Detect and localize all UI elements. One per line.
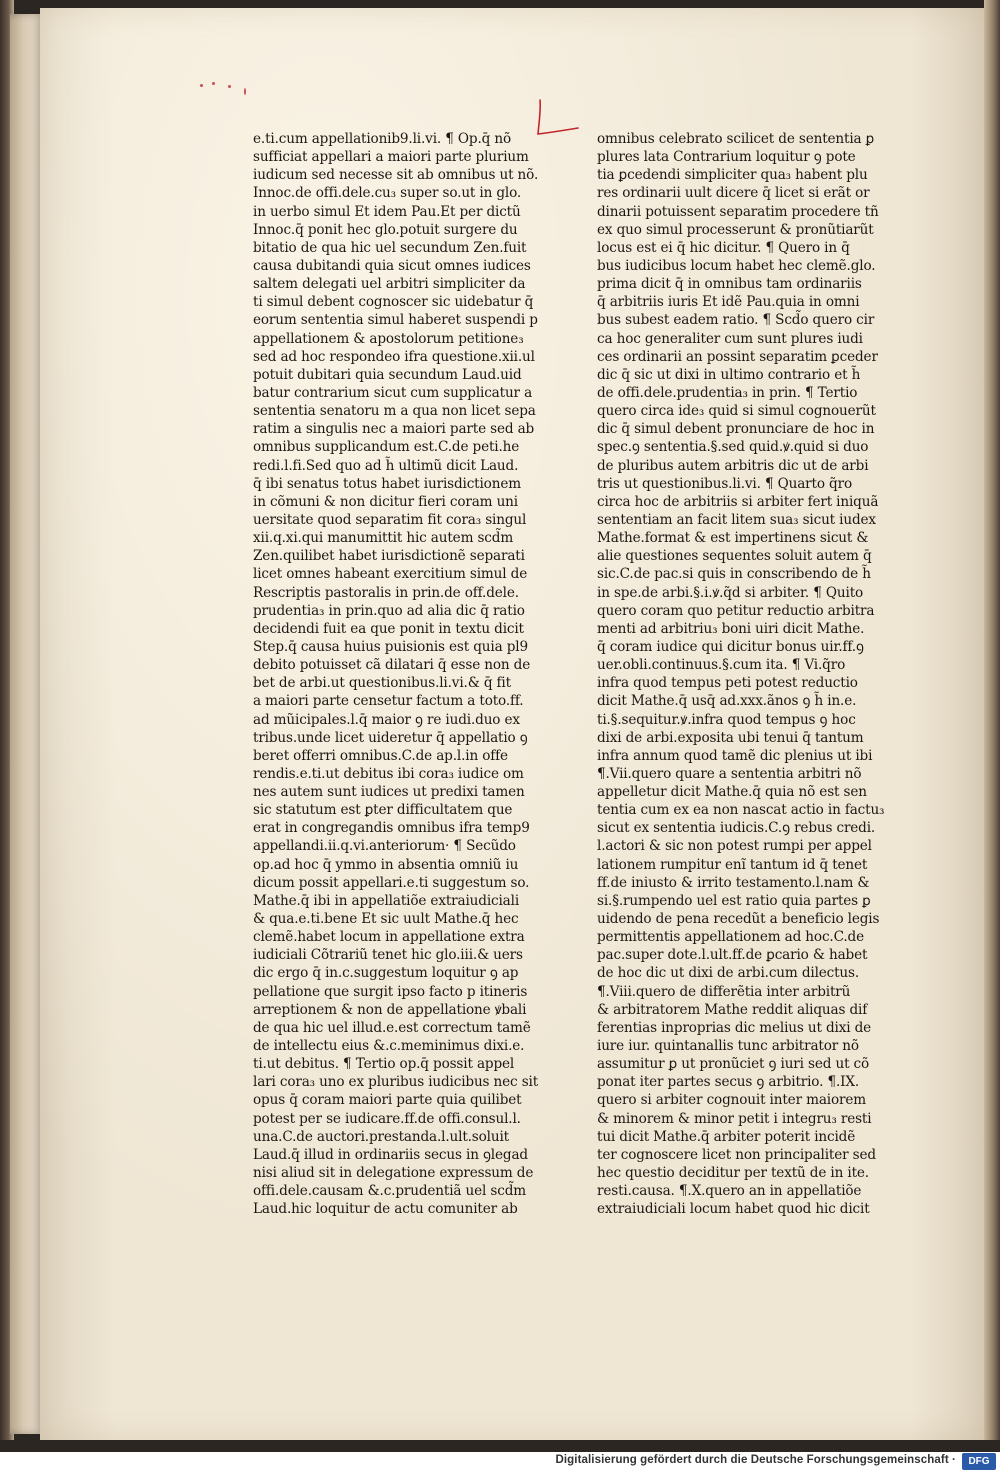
text-line: tribus.unde licet uideretur q̄ appellatio ꝯ bbox=[253, 729, 528, 746]
text-line: q̄ arbitriis iuris Et idẽ Pau.quia in omni bbox=[597, 294, 860, 311]
text-line: quero coram quo petitur reductio arbitra bbox=[597, 602, 875, 619]
text-line: Innoc.de offi.dele.cu₃ super so.ut in glo. bbox=[253, 185, 522, 202]
left-page-edge bbox=[10, 14, 44, 1434]
footer-credit: Digitalisierung gefördert durch die Deutsche Forschungsgemeinschaft · bbox=[555, 1454, 956, 1466]
text-line: dic ergo q̄ in.c.suggestum loquitur ꝯ ap bbox=[253, 965, 519, 982]
text-line: bus subest eadem ratio. ¶ Scd̃o quero cir bbox=[597, 312, 875, 329]
text-line: plures lata Contrarium loquitur ꝯ pote bbox=[597, 149, 856, 166]
text-line: & qua.e.ti.bene Et sic uult Mathe.q̄ hec bbox=[253, 911, 519, 928]
text-line: ¶.Vii.quero quare a sententia arbitri nõ bbox=[597, 765, 862, 782]
text-line: ex quo simul processerunt & pronũtiarũt bbox=[597, 221, 874, 238]
text-line: in spe.de arbi.§.i.ꝟ.q̃d si arbiter. ¶ Quito bbox=[597, 584, 864, 601]
text-line: offi.dele.causam &.c.prudentiã uel scd̃m bbox=[253, 1183, 526, 1200]
text-line: Innoc.q̄ ponit hec glo.potuit surgere du bbox=[253, 221, 518, 238]
text-line: & minorem & minor petit i integru₃ resti bbox=[597, 1110, 872, 1127]
text-line: de hoc dic ut dixi de arbi.cum dilectus. bbox=[597, 965, 860, 982]
text-line: in cõmuni & non dicitur fieri coram uni bbox=[253, 493, 518, 510]
text-line: nisi aliud sit in delegatione expressum de bbox=[253, 1165, 534, 1182]
dfg-logo: DFG bbox=[962, 1453, 996, 1470]
text-line: res ordinarii uult dicere q̄ licet si erãt or bbox=[597, 185, 870, 202]
text-line: ces ordinarii an possint separatim ꝑceder bbox=[597, 348, 878, 365]
text-line: hec questio deciditur per textũ de in ite. bbox=[597, 1165, 869, 1182]
text-line: arreptionem & non de appellatione ꝟbali bbox=[253, 1001, 527, 1018]
text-line: potuit dubitari quia secundum Laud.uid bbox=[253, 366, 522, 383]
text-line: bus iudicibus locum habet hec clemẽ.glo. bbox=[597, 257, 876, 274]
text-line: saltem delegati uel arbitri simpliciter da bbox=[253, 276, 526, 293]
text-line: opus q̄ coram maiori parte quia quilibet bbox=[253, 1092, 522, 1109]
text-line: causa dubitandi quia sicut omnes iudices bbox=[253, 257, 531, 274]
text-line: q̄ coram iudice qui dicitur bonus uir.ff.ꝯ bbox=[597, 638, 864, 655]
text-line: e.ti.cum appellationib9.li.vi. ¶ Op.q̄ nõ bbox=[253, 131, 511, 147]
text-line: Mathe.format & est impertinens sicut & bbox=[597, 530, 869, 547]
text-line: potest per se iudicare.ff.de offi.consul.l. bbox=[253, 1110, 521, 1127]
text-line: xii.q.xi.qui manumittit hic autem scd̃m bbox=[253, 530, 514, 547]
text-line: dic q̄ simul debent pronunciare de hoc in bbox=[597, 421, 875, 438]
text-line: iudicum sed necesse sit ab omnibus ut nõ. bbox=[253, 167, 539, 184]
text-line: ponat iter partes secus ꝯ arbitrio. ¶.IX. bbox=[597, 1074, 860, 1091]
text-line: ti.ut debitus. ¶ Tertio op.q̄ possit appel bbox=[253, 1056, 515, 1073]
text-line: ti.§.sequitur.ꝟ.infra quod tempus ꝯ hoc bbox=[597, 711, 856, 728]
text-line: nes autem sunt iudices ut predixi tamen bbox=[253, 784, 525, 801]
text-line: a maiori parte censetur factum a toto.ff. bbox=[253, 693, 524, 710]
text-line: bet de arbi.ut questionibus.li.vi.& q̄ fit bbox=[253, 675, 511, 692]
text-line: locus est ei q̄ hic dicitur. ¶ Quero in q̄ bbox=[597, 239, 850, 256]
text-line: debito potuisset cã dilatari q̄ esse non de bbox=[253, 657, 531, 674]
text-line: ti simul debent cognoscer sic uidebatur q̄ bbox=[253, 294, 534, 311]
text-line: de intellectu eius &.c.meminimus dixi.e. bbox=[253, 1038, 525, 1055]
text-line: dicit Mathe.q̄ usq̄ ad.xxx.ãnos ꝯ h̃ in.e. bbox=[597, 693, 857, 710]
text-line: in uerbo simul Et idem Pau.Et per dictũ bbox=[253, 203, 521, 220]
text-line: prima dicit q̄ in omnibus tam ordinariis bbox=[597, 276, 862, 293]
text-line: assumitur ꝑ ut pronũciet ꝯ iuri sed ut cõ bbox=[597, 1056, 870, 1073]
text-line: sententiam an facit litem sua₃ sicut iudex bbox=[597, 511, 876, 528]
text-line: eorum sententia simul haberet suspendi p bbox=[253, 312, 538, 329]
text-line: pellatione que surgit ipso facto p itineris bbox=[253, 983, 528, 1000]
text-line: quero circa ide₃ quid si simul cognouerũt bbox=[597, 403, 876, 420]
text-line: op.ad hoc q̄ ymmo in absentia omniũ iu bbox=[253, 856, 519, 873]
text-line: uersitate quod separatim fit cora₃ singul bbox=[253, 511, 527, 528]
text-line: dic q̄ sic ut dixi in ultimo contrario et h̃ bbox=[597, 366, 861, 383]
text-line: uer.obli.continuus.§.cum ita. ¶ Vi.q̃ro bbox=[597, 657, 846, 674]
text-line: sic statutum est ꝑter difficultatem que bbox=[253, 802, 513, 819]
text-line: l.actori & sic non potest rumpi per appel bbox=[597, 838, 872, 855]
text-line: ¶.Viii.quero de differẽtia inter arbitrũ bbox=[597, 983, 851, 1000]
text-line: appellandi.ii.q.vi.anteriorum· ¶ Secũdo bbox=[253, 838, 516, 855]
text-line: Mathe.q̄ ibi in appellatiõe extraiudiciali bbox=[253, 892, 520, 909]
text-line: iudiciali Cõtrariũ tenet hic glo.iii.& uers bbox=[253, 947, 523, 964]
text-line: Step.q̄ causa huius puisionis est quia pl9 bbox=[253, 638, 528, 655]
text-line: omnibus supplicandum est.C.de peti.he bbox=[253, 439, 520, 456]
text-line: circa hoc de arbitriis si arbiter fert iniquã bbox=[597, 493, 879, 510]
text-line: ff.de iniusto & irrito testamento.l.nam & bbox=[597, 874, 870, 891]
text-line: si.§.rumpendo uel est ratio quia partes ꝑ bbox=[597, 892, 871, 909]
right-text-column bbox=[597, 130, 885, 1218]
text-line: sic.C.de pac.si quis in conscribendo de h̃ bbox=[597, 566, 871, 583]
text-line: infra annum quod tamẽ dic plenius ut ibi bbox=[597, 747, 873, 764]
text-line: sufficiat appellari a maiori parte plurium bbox=[253, 149, 529, 166]
text-line: ca hoc generaliter cum sunt plures iudi bbox=[597, 330, 863, 347]
text-line: appellationem & apostolorum petitione₃ bbox=[253, 330, 524, 347]
text-line: pac.super dote.l.ult.ff.de ꝑcario & habet bbox=[597, 947, 868, 964]
footer-bar bbox=[0, 1452, 1000, 1472]
text-line: q̄ ibi senatus totus habet iurisdictionem bbox=[253, 475, 521, 492]
text-line: prudentia₃ in prin.quo ad alia dic q̄ ratio bbox=[253, 602, 525, 619]
text-line: quero si arbiter cognouit inter maiorem bbox=[597, 1092, 866, 1109]
text-line: Rescriptis pastoralis in prin.de off.dele. bbox=[253, 584, 519, 601]
text-line: de qua hic uel illud.e.est correctum tamẽ bbox=[253, 1019, 531, 1036]
text-line: tentia cum ex ea non nascat actio in factu₃ bbox=[597, 802, 885, 819]
text-line: iure iur. quintanallis tunc arbitrator nõ bbox=[597, 1038, 859, 1055]
text-line: una.C.de auctori.prestanda.l.ult.soluit bbox=[253, 1128, 509, 1145]
text-line: redi.l.fi.Sed quo ad h̃ ultimũ dicit Laud. bbox=[253, 457, 519, 474]
text-line: infra quod tempus peti potest reductio bbox=[597, 675, 858, 692]
folio-mark bbox=[532, 98, 592, 142]
scan-bottom-border bbox=[0, 1440, 1000, 1452]
text-line: alie questiones sequentes soluit autem q̄ bbox=[597, 548, 872, 565]
text-line: de offi.dele.prudentia₃ in prin. ¶ Tertio bbox=[597, 384, 858, 401]
text-line: permittentis appellationem ad hoc.C.de bbox=[597, 929, 864, 946]
text-line: omnibus celebrato scilicet de sententia ꝑ bbox=[597, 131, 875, 147]
text-line: de pluribus autem arbitris dic ut de arbi bbox=[597, 457, 869, 474]
text-line: ferentias inproprias dic melius ut dixi de bbox=[597, 1019, 872, 1036]
text-line: sententia senatoru m a qua non licet sepa bbox=[253, 403, 536, 420]
text-line: Zen.quilibet habet iurisdictionẽ separati bbox=[253, 548, 525, 565]
red-ink-marks bbox=[200, 78, 300, 98]
text-line: Laud.hic loquitur de actu comuniter ab bbox=[253, 1201, 518, 1218]
text-line: dicum possit appellari.e.ti suggestum so. bbox=[253, 874, 530, 891]
text-line: & arbitratorem Mathe reddit aliquas dif bbox=[597, 1001, 868, 1018]
text-line: menti ad arbitriu₃ boni uiri dicit Mathe. bbox=[597, 620, 865, 637]
text-line: tris ut questionibus.li.vi. ¶ Quarto q̃ro bbox=[597, 475, 852, 492]
text-line: decidendi fuit ea que ponit in textu dicit bbox=[253, 620, 524, 637]
text-line: sed ad hoc respondeo ifra questione.xii.ul bbox=[253, 348, 535, 365]
text-line: tui dicit Mathe.q̄ arbiter poterit incidẽ bbox=[597, 1128, 856, 1145]
left-text-column bbox=[253, 130, 539, 1218]
text-line: Laud.q̄ illud in ordinariis secus in ꝯlegad bbox=[253, 1146, 528, 1163]
text-line: ratim a singulis nec a maiori parte sed ab bbox=[253, 421, 535, 438]
text-line: batur contrarium sicut cum supplicatur a bbox=[253, 384, 533, 401]
text-line: uidendo de pena recedũt a beneficio legis bbox=[597, 911, 880, 928]
text-line: licet omnes habeant exercitium simul de bbox=[253, 566, 528, 583]
text-line: appelletur dicit Mathe.q̄ quia nõ est sen bbox=[597, 784, 867, 801]
text-line: erat in congregandis omnibus ifra temp9 bbox=[253, 820, 530, 837]
text-line: tia ꝑcedendi simpliciter qua₃ habent plu bbox=[597, 167, 868, 184]
text-line: dixi de arbi.exposita ubi tenui q̄ tantum bbox=[597, 729, 864, 746]
text-line: ter cognoscere licet non principaliter sed bbox=[597, 1146, 876, 1163]
text-line: bitatio de qua hic uel secundum Zen.fuit bbox=[253, 239, 527, 256]
text-line: spec.ꝯ sententia.§.sed quid.ꝟ.quid si duo bbox=[597, 439, 869, 456]
text-line: sicut ex sententia iudicis.C.ꝯ rebus credi. bbox=[597, 820, 876, 837]
text-line: lationem rumpitur enĩ tantum id q̄ tenet bbox=[597, 856, 868, 873]
text-line: lari cora₃ uno ex pluribus iudicibus nec sit bbox=[253, 1074, 539, 1091]
text-line: rendis.e.ti.ut debitus ibi cora₃ iudice om bbox=[253, 765, 524, 782]
text-line: resti.causa. ¶.X.quero an in appellatiõe bbox=[597, 1183, 862, 1200]
text-line: extraiudiciali locum habet quod hic dicit bbox=[597, 1201, 870, 1218]
text-line: beret offerri omnibus.C.de ap.l.in offe bbox=[253, 747, 508, 764]
text-line: clemẽ.habet locum in appellatione extra bbox=[253, 929, 525, 946]
text-line: dinarii potuissent separatim procedere tñ bbox=[597, 203, 879, 220]
text-line: ad mũicipales.l.q̄ maior ꝯ re iudi.duo ex bbox=[253, 711, 520, 728]
right-page-edge bbox=[984, 0, 1000, 1440]
